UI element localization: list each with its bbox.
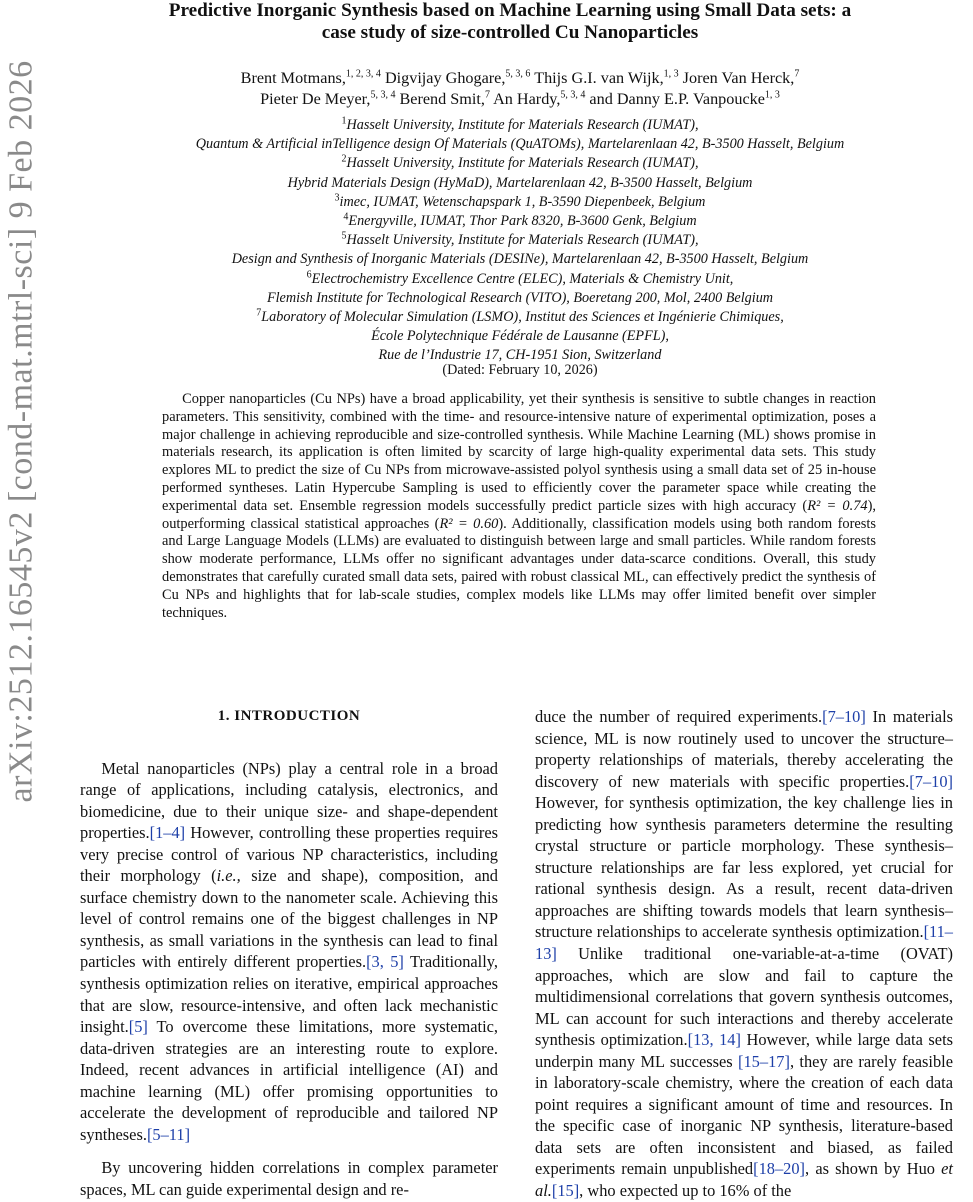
body-text: In materials science, ML is now routinely used to uncover the structure–property relationships of materials, thereby accelerating the discovery of new materials with specific properties. [535,707,954,791]
affiliation-line [60,116,973,135]
italic-text: i.e., [216,866,241,886]
affiliation-number: 1 [341,115,347,127]
citation-link[interactable]: [11–13] [535,922,953,964]
body-text: , who expected up to 16% of the [579,1181,792,1201]
affiliation-line [60,327,973,346]
paper-title [60,0,960,44]
affiliation-text: Hasselt University, Institute for Materials Research (IUMAT), [346,155,699,172]
abstract-text-3: ). Additionally, classification models using both random forests and Large Language Models (LLMs) are evaluated to distinguish between large and small particles. While random forests show moderate performance, LLMs offer no significant advantages under data-scarce conditions. Overall, this study demonstrates that carefully curated small data sets, paired with robust classical ML, can effectively predict the synthesis of Cu NPs and highlights that for lab-scale studies, complex models like LLMs may offer limited benefit over simpler techniques. [162,515,876,621]
body-text: size and shape), composition, and surface chemistry down to the nanometer scale. Achieving this level of control remains one of the biggest challenges in NP synthesis, as small variations in the synthesis can lead to final particles with entirely different properties. [80,866,498,972]
date-line: (Dated: February 10, 2026) [442,362,598,378]
body-text: , they are rarely feasible in laboratory-scale chemistry, where the creation of each data point requires a significant amount of time and resources. In the specific case of inorganic NP synthesis, literature-based data sets are often inconsistent and biased, as failed experiments remain unpublished [535,1051,953,1179]
abstract-r2-classical: R² = 0.60 [439,515,499,532]
section-heading-introduction: 1. INTRODUCTION [217,708,361,724]
intro-paragraph-continued [535,706,953,1202]
author-line-2 [120,89,920,110]
author-name: Pieter De Meyer, [260,90,371,108]
author-name: An Hardy, [493,90,561,108]
affiliation-text: Laboratory of Molecular Simulation (LSMO), Institut des Sciences et Ingénierie Chimiques, [261,309,784,326]
affiliation-text: Hybrid Materials Design (HyMaD), Martelarenlaan 42, B-3500 Hasselt, Belgium [287,174,753,191]
citation-link[interactable]: [7–10] [909,771,953,791]
author-affiliation-marks: 5, 3, 4 [370,89,396,101]
italic-text: et al. [535,1159,953,1201]
affiliation-line [60,308,973,327]
intro-paragraph-1 [80,758,498,1146]
author-name: Thijs G.I. van Wijk, [534,69,664,87]
citation-link[interactable]: [3, 5] [366,952,404,972]
citation-link[interactable]: [5–11] [146,1124,191,1144]
arxiv-identifier: arXiv:2512.16545v2 [cond-mat.mtrl-sci] 9 Feb 2026 [2,60,40,803]
body-text: , as shown by Huo [805,1159,942,1179]
affiliation-line [60,250,973,269]
abstract-text-1: Copper nanoparticles (Cu NPs) have a broad applicability, yet their synthesis is sensitive to subtle changes in reaction parameters. This sensitivity, combined with the time- and resource-intensive nature of experimental optimization, poses a major challenge in achieving reproducible and size-controlled synthesis. While Machine Learning (ML) shows promise in materials research, its application is often limited by scarcity of large high-quality experimental data sets. This study explores ML to predict the size of Cu NPs from microwave-assisted polyol synthesis using a small data set of 25 in-house performed syntheses. Latin Hypercube Sampling is used to efficiently cover the parameter space while creating the experimental data set. Ensemble regression models successfully predict particle sizes with high accuracy ( [162,391,876,514]
affiliation-text: École Polytechnique Fédérale de Lausanne (EPFL), [371,328,669,345]
affiliation-text: Rue de l’Industrie 17, CH-1951 Sion, Switzerland [378,347,662,364]
affiliation-number: 7 [256,307,262,319]
citation-link[interactable]: [15] [551,1181,580,1201]
body-text: However, controlling these properties requires very precise control of various NP characteristics, including their morphology ( [80,823,498,886]
abstract-text-2: ), outperforming classical statistical approaches ( [162,497,876,532]
affiliation-line [60,174,973,193]
affiliation-line [60,154,973,173]
affiliation-text: Hasselt University, Institute for Materials Research (IUMAT), [346,232,699,249]
abstract [162,391,876,622]
affiliation-text: Energyville, IUMAT, Thor Park 8320, B-3600 Genk, Belgium [348,213,697,230]
body-text: To overcome these limitations, more systematic, data-driven strategies are an interesting route to explore. Indeed, recent advances in artificial intelligence (AI) and machine learning (ML) offer promising opportunities to accelerate the development of reproducible and tailored NP syntheses. [80,1017,498,1144]
affiliation-line [60,193,973,212]
citation-link[interactable]: [7–10] [822,707,866,726]
right-column [535,706,953,1202]
body-text: Metal nanoparticles (NPs) play a central role in a broad range of applications, including catalysis, electronics, and biomedicine, due to their unique size- and shape-dependent properties. [80,758,498,843]
affiliation-text: Hasselt University, Institute for Materials Research (IUMAT), [346,117,699,133]
citation-link[interactable]: [15–17] [738,1051,790,1071]
affiliations [60,116,973,366]
author-list [120,68,920,110]
citation-link[interactable]: [13, 14] [687,1030,741,1050]
affiliation-number: 6 [306,268,312,280]
author-affiliation-marks: 1, 3 [663,68,679,80]
author-name: Digvijay Ghogare, [384,69,506,87]
affiliation-line [60,231,973,250]
author-name: and Danny E.P. Vanpoucke [589,90,765,108]
affiliation-text: Quantum & Artificial inTelligence design Of Materials (QuATOMs), Martelarenlaan 42, B-3500 Hasselt, Belgium [195,136,845,153]
affiliation-text: imec, IUMAT, Wetenschapspark 1, B-3590 Diepenbeek, Belgium [339,193,706,210]
affiliation-text: Design and Synthesis of Inorganic Materials (DESINe), Martelarenlaan 42, B-3500 Hasselt, Belgium [231,251,809,268]
author-affiliation-marks: 1, 3 [764,89,780,101]
citation-link[interactable]: [5] [128,1017,148,1037]
abstract-r2-ensemble: R² = 0.74 [807,497,868,514]
author-affiliation-marks: 5, 3, 6 [505,68,531,80]
author-affiliation-marks: 1, 2, 3, 4 [345,68,381,80]
author-line-1 [120,68,920,89]
body-text: duce the number of required experiments. [535,707,823,726]
author-name: Brent Motmans, [240,69,346,87]
affiliation-number: 2 [341,153,347,165]
affiliation-line [60,289,973,308]
affiliation-number: 4 [343,211,349,223]
affiliation-text: Electrochemistry Excellence Centre (ELEC), Materials & Chemistry Unit, [311,270,734,287]
citation-link[interactable]: [18–20] [753,1159,806,1179]
affiliation-line [60,212,973,231]
body-text: However, for synthesis optimization, the key challenge lies in predicting how synthesis parameters determine the resulting crystal structure or particle morphology. These synthesis–structure relationships are far less explored, yet crucial for rational synthesis design. As a result, recent data-driven approaches are shifting towards models that learn synthesis–structure relationships to accelerate synthesis optimization. [535,793,953,942]
author-affiliation-marks: 5, 3, 4 [560,89,586,101]
affiliation-number: 5 [341,230,347,242]
left-column [80,706,498,1200]
affiliation-text: Flemish Institute for Technological Research (VITO), Boeretang 200, Mol, 2400 Belgium [266,289,774,306]
affiliation-line [60,270,973,289]
title-line-1: Predictive Inorganic Synthesis based on Machine Learning using Small Data sets: a [168,0,852,21]
affiliation-number: 3 [334,192,340,204]
body-text: However, while large data sets underpin many ML successes [535,1030,953,1071]
body-text: Unlike traditional one-variable-at-a-time (OVAT) approaches, which are slow and fail to capture the multidimensional correlations that govern synthesis outcomes, ML can account for such interactions and thereby accelerate synthesis optimization. [535,944,953,1050]
author-affiliation-marks: 7 [794,68,800,80]
title-line-2: case study of size-controlled Cu Nanoparticles [321,22,699,43]
author-affiliation-marks: 7 [484,89,490,101]
intro-paragraph-2: By uncovering hidden correlations in complex parameter spaces, ML can guide experimental design and re- [80,1158,498,1199]
body-text: Traditionally, synthesis optimization relies on iterative, empirical approaches that are slow, resource-intensive, and often lack mechanistic insight. [80,952,498,1037]
author-name: Berend Smit, [399,90,485,108]
author-name: Joren Van Herck, [682,69,795,87]
citation-link[interactable]: [1–4] [149,823,186,843]
affiliation-line [60,135,973,154]
